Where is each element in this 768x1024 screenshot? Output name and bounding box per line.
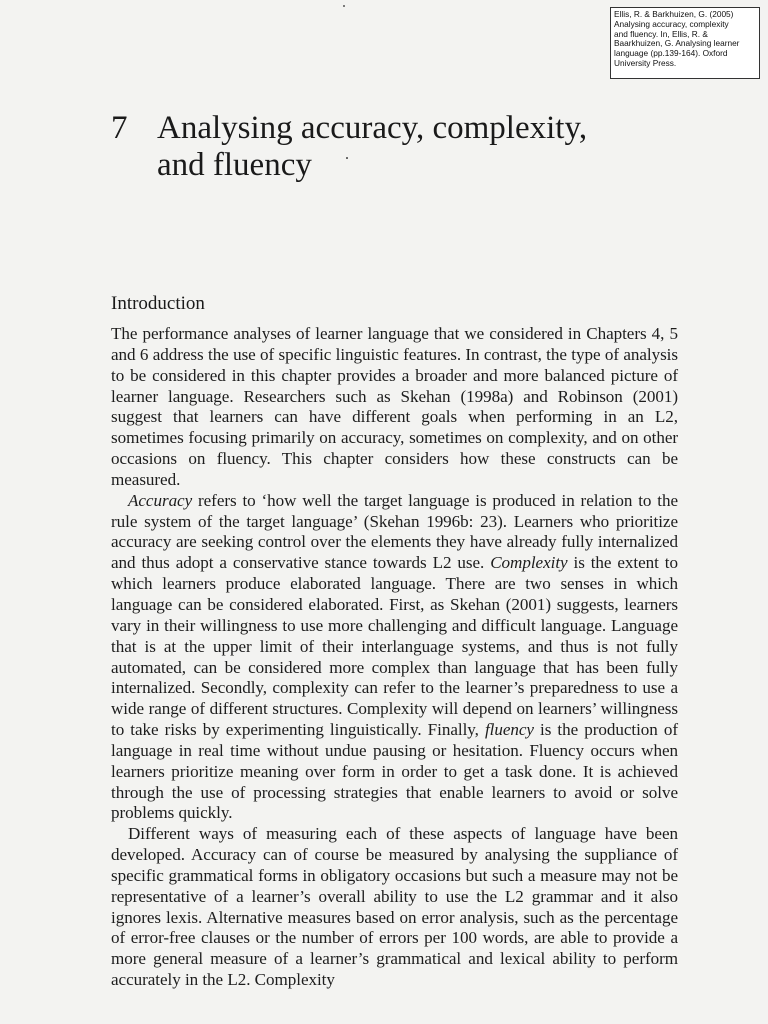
chapter-heading (111, 110, 671, 184)
citation-line: University Press. (614, 57, 677, 68)
chapter-title-line-2: and fluency (157, 147, 312, 183)
paragraph-measures: Different ways of measuring each of these aspects of language have been developed. Accuracy can of course be measured by analysing the suppliance of specific grammatical forms in obligatory occasions but such a measure may not be representative of a learner’s overall ability to use the L2 grammar and it also ignores lexis. Alternative measures based on error analysis, such as the percentage of error-free clauses or the number of errors per 100 words, are able to provide a more general measure of a learner’s grammatical and lexical ability to perform accurately in the L2. Complexity (111, 824, 678, 990)
citation-line: and fluency. In, Ellis, R. & (614, 28, 708, 39)
term-accuracy: Accuracy (128, 490, 193, 510)
scan-speck (343, 5, 345, 7)
term-complexity: Complexity (490, 553, 568, 573)
citation-line: Ellis, R. & Barkhuizen, G. (2005) (614, 9, 734, 19)
chapter-title-line-1: Analysing accuracy, complexity, (157, 110, 588, 146)
citation-line: Baarkhuizen, G. Analysing learner (614, 38, 740, 49)
paragraph-text: is the extent to which learners produce elaborated language. There are two senses in which language can be considered elaborated. First, as Skehan (2001) suggests, learners vary in their willingness to use more challenging and difficult language. Language that is at the upper limit of their interlanguage systems, and thus is not fully automated, can be considered more complex than language that has been fully internalized. Secondly, complexity can refer to the learner’s preparedness to use a wide range of different structures. Complexity will depend on learners’ willingness to take risks by experimenting linguistically. Finally, (111, 553, 678, 740)
paragraph-definitions (111, 491, 678, 825)
citation-line: Analysing accuracy, complexity (614, 18, 729, 29)
section-heading: Introduction (111, 293, 205, 314)
term-fluency: fluency (484, 720, 534, 740)
citation-box (610, 7, 760, 79)
paragraph-intro: The performance analyses of learner language that we considered in Chapters 4, 5 and 6 address the use of specific linguistic features. In contrast, the type of analysis to be considered in this chapter provides a broader and more balanced picture of learner language. Researchers such as Skehan (1998a) and Robinson (2001) suggest that learners can have different goals when performing in an L2, sometimes focusing primarily on accuracy, sometimes on complexity, and on other occasions on fluency. This chapter considers how these constructs can be measured. (111, 324, 678, 489)
citation-line: language (pp.139-164). Oxford (614, 48, 728, 59)
paragraph-text: is the production of language in real time without undue pausing or hesitation. Fluency occurs when learners prioritize meaning over form in order to get a task done. It is achieved through the use of processing strategies that enable learners to avoid or solve problems quickly. (111, 720, 678, 823)
paragraph-text: refers to ‘how well the target language is produced in relation to the rule system of the target language’ (Skehan 1996b: 23). Learners who prioritize accuracy are seeking control over the elements they have already fully internalized and thus adopt a conservative stance towards L2 use. (111, 490, 678, 573)
chapter-number: 7 (111, 110, 128, 146)
body-text (111, 324, 678, 991)
